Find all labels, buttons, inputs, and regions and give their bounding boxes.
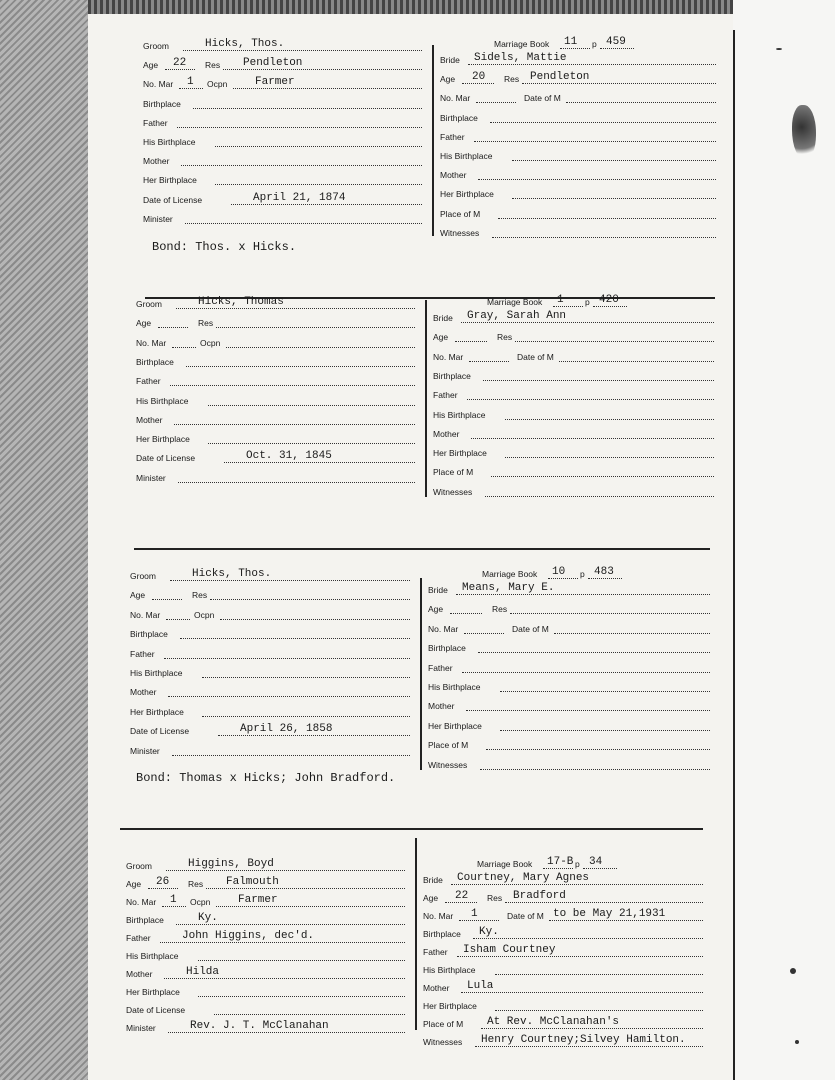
mother-label: Mother xyxy=(126,969,153,979)
bride-his-birthplace-line xyxy=(512,160,716,161)
marriage-book-line xyxy=(553,306,583,307)
birthplace-label: Birthplace xyxy=(143,98,181,109)
marriage-book-value: 11 xyxy=(564,36,578,48)
ocpn-line xyxy=(226,347,415,348)
bride-no-mar-value: 1 xyxy=(471,908,478,920)
no-mar-label: No. Mar xyxy=(130,609,161,620)
date-of-license-line xyxy=(218,735,410,736)
date-of-license-label: Date of License xyxy=(143,194,203,205)
groom-line xyxy=(166,870,405,871)
date-of-license-label: Date of License xyxy=(126,1005,186,1015)
age-label: Age xyxy=(126,879,142,889)
her-birthplace-line xyxy=(215,184,422,185)
bride-res-line xyxy=(522,83,716,84)
father-label: Father xyxy=(143,117,168,128)
marriage-book-value: 10 xyxy=(552,566,566,578)
birthplace-line xyxy=(186,366,415,367)
marriage-page-value: 483 xyxy=(594,566,614,578)
page-line xyxy=(600,48,634,49)
bride-her-birthplace-line xyxy=(500,730,710,731)
page-label: p xyxy=(592,39,597,49)
ocpn-line xyxy=(216,906,405,907)
bride-bride-line xyxy=(456,594,710,595)
bride-no-mar-label: No. Mar xyxy=(440,93,471,104)
groom-groom-value: Hicks, Thos. xyxy=(192,568,272,580)
mother-line xyxy=(164,978,405,979)
bride-his-birthplace-line xyxy=(495,974,703,975)
bride-age-line xyxy=(450,613,482,614)
bride-age-label: Age xyxy=(433,332,449,343)
bride-witnesses-label: Witnesses xyxy=(440,227,480,238)
groom-ocpn-value: Farmer xyxy=(255,76,295,89)
age-line xyxy=(148,888,178,889)
age-line xyxy=(165,69,195,70)
bride-her-birthplace-line xyxy=(495,1010,703,1011)
column-divider xyxy=(415,838,417,1030)
res-label: Res xyxy=(198,318,214,329)
his-birthplace-line xyxy=(215,146,422,147)
birthplace-label: Birthplace xyxy=(136,356,174,367)
bride-witnesses-line xyxy=(485,496,714,497)
bride-no-mar-line xyxy=(476,102,516,103)
marriage-page-value: 459 xyxy=(606,36,626,48)
date-of-m-line xyxy=(549,920,703,921)
bride-bride-line xyxy=(468,64,716,65)
bride-father-value: Isham Courtney xyxy=(463,944,556,956)
date-of-license-line xyxy=(224,462,415,463)
res-line xyxy=(223,69,422,70)
bride-res-value: Pendleton xyxy=(530,71,590,84)
bride-place-of-m-label: Place of M xyxy=(440,208,481,219)
minister-label: Minister xyxy=(126,1023,156,1033)
marriage-book-label: Marriage Book xyxy=(494,39,550,49)
bride-her-birthplace-label: Her Birthplace xyxy=(428,720,482,731)
bride-her-birthplace-line xyxy=(512,198,716,199)
no-mar-label: No. Mar xyxy=(143,79,174,90)
bride-bride-label: Bride xyxy=(428,585,448,595)
bride-mother-label: Mother xyxy=(428,701,455,712)
bride-age-label: Age xyxy=(428,604,444,615)
bride-father-label: Father xyxy=(440,131,465,142)
bride-witnesses-label: Witnesses xyxy=(433,486,473,497)
bride-no-mar-label: No. Mar xyxy=(433,351,464,362)
father-line xyxy=(164,658,410,659)
bride-age-line xyxy=(455,341,487,342)
ocpn-line xyxy=(233,88,422,89)
her-birthplace-line xyxy=(198,996,405,997)
minister-line xyxy=(168,1032,405,1033)
bride-res-value: Bradford xyxy=(513,890,566,902)
groom-label: Groom xyxy=(136,299,162,309)
bride-res-label: Res xyxy=(492,604,508,615)
bride-no-mar-label: No. Mar xyxy=(423,911,454,921)
his-birthplace-label: His Birthplace xyxy=(136,395,189,406)
minister-label: Minister xyxy=(143,213,173,224)
no-mar-line xyxy=(179,88,203,89)
bride-birthplace-value: Ky. xyxy=(479,926,499,938)
age-label: Age xyxy=(136,318,152,329)
birthplace-line xyxy=(193,108,422,109)
bride-mother-line xyxy=(466,710,710,711)
bride-birthplace-label: Birthplace xyxy=(428,643,466,654)
bride-his-birthplace-label: His Birthplace xyxy=(433,409,486,420)
marriage-book-line xyxy=(548,578,578,579)
bride-birthplace-line xyxy=(478,652,710,653)
record-divider xyxy=(120,828,703,830)
bride-res-line xyxy=(505,902,703,903)
bride-mother-line xyxy=(478,179,716,180)
marriage-book-label: Marriage Book xyxy=(487,297,543,307)
bride-father-label: Father xyxy=(423,947,448,957)
bride-place-of-m-label: Place of M xyxy=(428,740,469,751)
bride-bride-line xyxy=(451,884,703,885)
father-label: Father xyxy=(130,648,155,659)
bride-witnesses-label: Witnesses xyxy=(423,1037,463,1047)
birthplace-label: Birthplace xyxy=(126,915,164,925)
bride-age-line xyxy=(462,83,494,84)
bride-place-of-m-line xyxy=(491,476,714,477)
page-label: p xyxy=(575,859,580,869)
date-of-license-line xyxy=(214,1014,405,1015)
his-birthplace-label: His Birthplace xyxy=(143,137,196,147)
bride-bride-label: Bride xyxy=(440,55,460,65)
bride-res-label: Res xyxy=(487,893,503,903)
bride-her-birthplace-label: Her Birthplace xyxy=(433,448,487,459)
bride-birthplace-label: Birthplace xyxy=(433,370,471,381)
minister-label: Minister xyxy=(130,745,160,756)
date-of-m-line xyxy=(554,633,710,634)
groom-line xyxy=(176,308,415,309)
bride-witnesses-line xyxy=(475,1046,703,1047)
bride-res-line xyxy=(515,341,714,342)
minister-line xyxy=(178,482,415,483)
groom-res-value: Falmouth xyxy=(226,876,279,888)
bride-her-birthplace-line xyxy=(505,457,714,458)
mother-line xyxy=(174,424,415,425)
his-birthplace-label: His Birthplace xyxy=(126,951,179,961)
ocpn-label: Ocpn xyxy=(207,79,228,90)
res-label: Res xyxy=(192,590,208,601)
place-of-m-value: At Rev. McClanahan's xyxy=(487,1016,620,1028)
father-label: Father xyxy=(126,933,151,943)
bride-place-of-m-line xyxy=(481,1028,703,1029)
bride-his-birthplace-label: His Birthplace xyxy=(428,682,481,692)
bride-his-birthplace-line xyxy=(500,691,710,692)
father-line xyxy=(160,942,405,943)
bride-mother-value: Lula xyxy=(467,980,494,992)
his-birthplace-line xyxy=(202,677,410,678)
bride-value: Means, Mary E. xyxy=(462,582,555,594)
res-line xyxy=(210,599,410,600)
page-line xyxy=(588,578,622,579)
date-of-m-label: Date of M xyxy=(517,351,554,362)
groom-groom-value: Hicks, Thomas xyxy=(198,296,284,308)
no-mar-line xyxy=(166,619,190,620)
bride-bride-label: Bride xyxy=(423,875,443,885)
res-line xyxy=(206,888,405,889)
her-birthplace-line xyxy=(202,716,410,717)
bride-place-of-m-label: Place of M xyxy=(423,1019,464,1029)
bride-age-line xyxy=(445,902,477,903)
bride-her-birthplace-label: Her Birthplace xyxy=(440,189,494,200)
bride-age-value: 22 xyxy=(455,890,469,902)
her-birthplace-label: Her Birthplace xyxy=(130,706,184,717)
bride-his-birthplace-label: His Birthplace xyxy=(423,965,476,975)
groom-birthplace-value: Ky. xyxy=(198,912,218,924)
minister-line xyxy=(185,223,422,224)
bride-place-of-m-label: Place of M xyxy=(433,467,474,478)
marriage-book-value: 17-B xyxy=(547,856,574,868)
no-mar-label: No. Mar xyxy=(136,337,167,348)
speck xyxy=(790,968,796,974)
bride-birthplace-line xyxy=(473,938,703,939)
ink-blot xyxy=(792,105,816,160)
witnesses-value: Henry Courtney;Silvey Hamilton. xyxy=(481,1034,686,1046)
ocpn-label: Ocpn xyxy=(194,609,215,620)
his-birthplace-line xyxy=(208,405,415,406)
age-line xyxy=(152,599,182,600)
birthplace-line xyxy=(180,638,410,639)
bride-his-birthplace-label: His Birthplace xyxy=(440,151,493,161)
father-line xyxy=(177,127,422,128)
no-mar-label: No. Mar xyxy=(126,897,157,907)
date-of-m-line xyxy=(559,361,714,362)
age-label: Age xyxy=(143,60,159,71)
page-line xyxy=(593,306,627,307)
bride-father-line xyxy=(467,399,714,400)
page-label: p xyxy=(580,569,585,579)
groom-age-value: 26 xyxy=(156,876,170,888)
date-of-m-label: Date of M xyxy=(507,911,544,921)
speck xyxy=(795,1040,799,1044)
date-of-license-label: Date of License xyxy=(136,453,196,464)
marriage-book-value: 1 xyxy=(557,294,564,306)
bride-witnesses-line xyxy=(492,237,716,238)
column-divider xyxy=(432,45,434,236)
groom-label: Groom xyxy=(143,41,169,51)
speck xyxy=(776,48,782,50)
bride-res-label: Res xyxy=(497,332,513,343)
date-of-m-label: Date of M xyxy=(512,623,549,634)
date-of-license-label: Date of License xyxy=(130,726,190,737)
scan-top-border xyxy=(88,0,733,14)
bride-birthplace-line xyxy=(483,380,714,381)
bride-no-mar-line xyxy=(459,920,499,921)
marriage-book-line xyxy=(560,48,590,49)
bride-father-label: Father xyxy=(428,662,453,673)
father-label: Father xyxy=(136,376,161,387)
bride-place-of-m-line xyxy=(498,218,716,219)
groom-father-value: John Higgins, dec'd. xyxy=(182,930,315,942)
bride-value: Courtney, Mary Agnes xyxy=(457,872,590,884)
marriage-book-line xyxy=(543,868,573,869)
groom-line xyxy=(170,580,410,581)
mother-label: Mother xyxy=(143,156,170,167)
page-label: p xyxy=(585,297,590,307)
age-line xyxy=(158,327,188,328)
bond-note: Bond: Thomas x Hicks; John Bradford. xyxy=(136,771,396,785)
groom-groom-value: Hicks, Thos. xyxy=(205,38,285,50)
date-of-m-line xyxy=(566,102,716,103)
bride-father-line xyxy=(462,672,710,673)
her-birthplace-line xyxy=(208,443,415,444)
bride-age-label: Age xyxy=(423,893,439,903)
column-divider xyxy=(425,300,427,497)
marriage-book-label: Marriage Book xyxy=(477,859,533,869)
bride-her-birthplace-label: Her Birthplace xyxy=(423,1001,477,1011)
bride-bride-line xyxy=(461,322,714,323)
groom-res-value: Pendleton xyxy=(243,57,303,70)
marriage-page-value: 420 xyxy=(599,294,619,306)
date-of-m-value: to be May 21,1931 xyxy=(553,908,666,920)
groom-no-mar-value: 1 xyxy=(187,76,194,89)
scan-right-margin xyxy=(733,0,835,1080)
bride-value: Sidels, Mattie xyxy=(474,52,567,64)
mother-label: Mother xyxy=(136,414,163,425)
bride-birthplace-line xyxy=(490,122,716,123)
his-birthplace-label: His Birthplace xyxy=(130,668,183,678)
birthplace-label: Birthplace xyxy=(130,629,168,640)
groom-date-of-license-value: April 21, 1874 xyxy=(253,191,346,204)
bride-father-label: Father xyxy=(433,390,458,401)
groom-label: Groom xyxy=(126,861,152,871)
bride-no-mar-line xyxy=(464,633,504,634)
bride-age-label: Age xyxy=(440,74,456,85)
mother-line xyxy=(168,696,410,697)
res-label: Res xyxy=(188,879,204,889)
groom-date-of-license-value: April 26, 1858 xyxy=(240,723,333,736)
her-birthplace-label: Her Birthplace xyxy=(136,434,190,445)
groom-line xyxy=(183,50,422,51)
his-birthplace-line xyxy=(198,960,405,961)
mother-label: Mother xyxy=(130,687,157,698)
groom-label: Groom xyxy=(130,571,156,581)
groom-age-value: 22 xyxy=(173,57,187,70)
bride-witnesses-line xyxy=(480,769,710,770)
bride-mother-label: Mother xyxy=(423,983,450,993)
ocpn-label: Ocpn xyxy=(190,897,211,907)
column-divider xyxy=(420,578,422,770)
margin-rule xyxy=(733,30,735,1080)
father-line xyxy=(170,385,415,386)
bride-witnesses-label: Witnesses xyxy=(428,759,468,770)
bond-note: Bond: Thos. x Hicks. xyxy=(152,240,297,254)
res-line xyxy=(216,327,415,328)
bride-no-mar-line xyxy=(469,361,509,362)
bride-mother-line xyxy=(471,438,714,439)
marriage-book-label: Marriage Book xyxy=(482,569,538,579)
age-label: Age xyxy=(130,590,146,601)
bride-res-label: Res xyxy=(504,74,520,85)
bride-mother-label: Mother xyxy=(440,170,467,181)
groom-ocpn-value: Farmer xyxy=(238,894,278,906)
bride-his-birthplace-line xyxy=(505,419,714,420)
bride-value: Gray, Sarah Ann xyxy=(467,310,567,322)
mother-line xyxy=(181,165,422,166)
bride-no-mar-label: No. Mar xyxy=(428,623,459,634)
groom-groom-value: Higgins, Boyd xyxy=(188,858,274,870)
groom-date-of-license-value: Oct. 31, 1845 xyxy=(246,450,332,463)
bride-age-value: 20 xyxy=(472,71,486,84)
record-divider xyxy=(134,548,710,550)
bride-birthplace-label: Birthplace xyxy=(423,929,461,939)
groom-no-mar-value: 1 xyxy=(170,894,177,906)
her-birthplace-label: Her Birthplace xyxy=(126,987,180,997)
ocpn-label: Ocpn xyxy=(200,337,221,348)
bride-res-line xyxy=(510,613,710,614)
bride-father-line xyxy=(457,956,703,957)
date-of-license-line xyxy=(231,204,422,205)
bride-bride-label: Bride xyxy=(433,313,453,323)
groom-mother-value: Hilda xyxy=(186,966,220,978)
bride-father-line xyxy=(474,141,716,142)
page-line xyxy=(583,868,617,869)
bride-place-of-m-line xyxy=(486,749,710,750)
ocpn-line xyxy=(220,619,410,620)
scan-left-border xyxy=(0,0,88,1080)
bride-mother-line xyxy=(461,992,703,993)
marriage-page-value: 34 xyxy=(589,856,603,868)
bride-mother-label: Mother xyxy=(433,428,460,439)
minister-line xyxy=(172,755,410,756)
no-mar-line xyxy=(172,347,196,348)
res-label: Res xyxy=(205,60,221,71)
her-birthplace-label: Her Birthplace xyxy=(143,175,197,186)
groom-minister-value: Rev. J. T. McClanahan xyxy=(190,1020,329,1032)
no-mar-line xyxy=(162,906,186,907)
date-of-m-label: Date of M xyxy=(524,93,561,104)
minister-label: Minister xyxy=(136,472,166,483)
bride-birthplace-label: Birthplace xyxy=(440,112,478,123)
birthplace-line xyxy=(176,924,405,925)
